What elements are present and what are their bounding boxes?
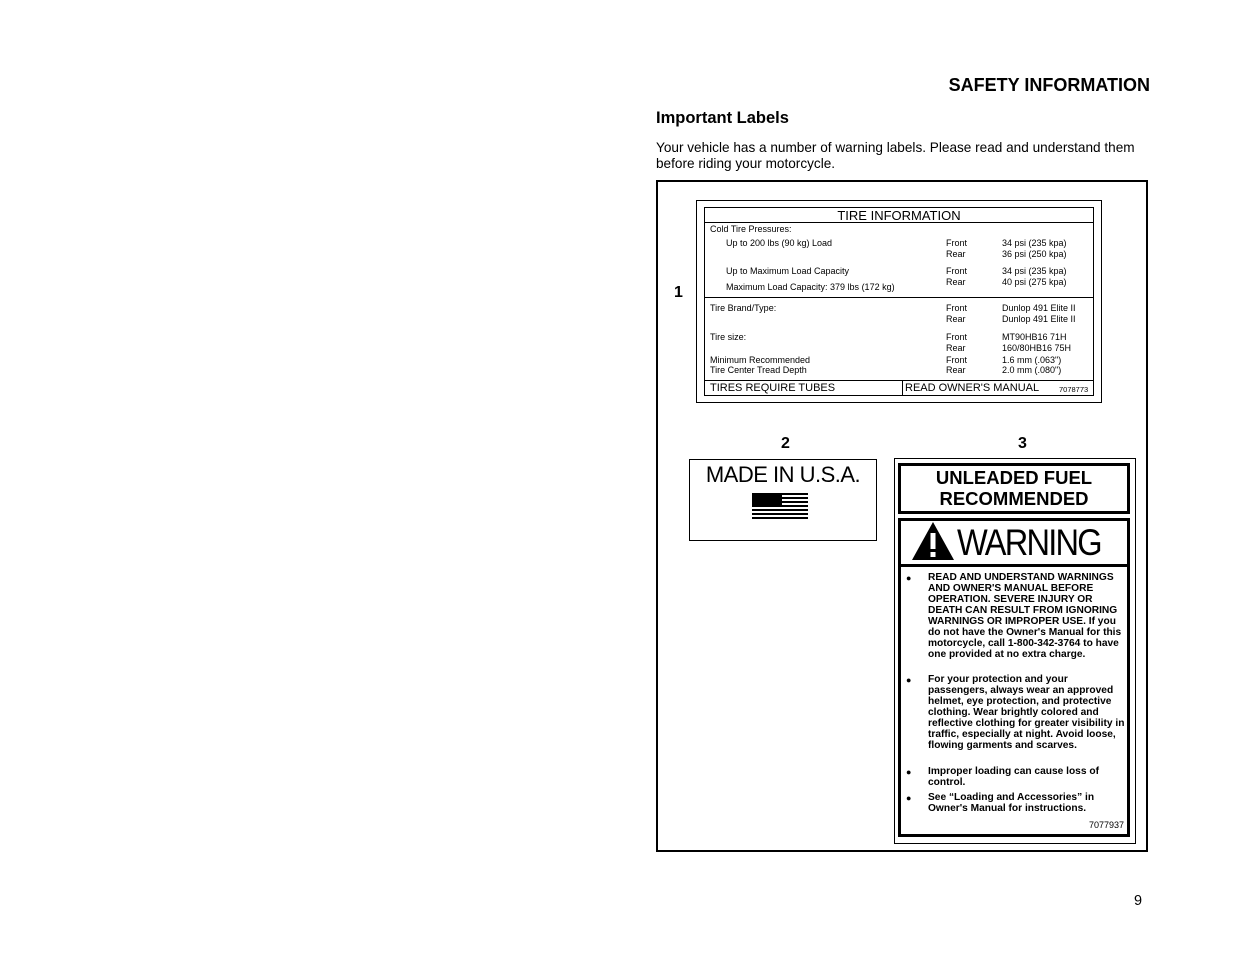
tread-label-2: Tire Center Tread Depth (710, 365, 807, 375)
tread-front-value: 1.6 mm (.063") (1002, 355, 1062, 365)
load1-front-value: 34 psi (235 kpa) (1002, 238, 1067, 248)
bullet-icon: ● (906, 793, 912, 803)
load1-rear: Rear (946, 249, 966, 259)
brand-rear-value: Dunlop 491 Elite II (1002, 314, 1076, 324)
warning-part-number: 7077937 (1089, 820, 1125, 830)
bullet-icon: ● (906, 675, 912, 685)
page-number: 9 (1134, 893, 1143, 909)
callout-1: 1 (674, 284, 683, 301)
read-manual-notice: READ OWNER'S MANUAL (905, 382, 1040, 394)
warning-word: WARNING (957, 522, 1101, 563)
size-rear-value: 160/80HB16 75H (1002, 343, 1072, 353)
divider (704, 222, 1094, 223)
warning-item-2: For your protection and your passengers, always wear an approved helmet, eye protection, and protective clothing. Wear brightly colored and reflective clothing for greater visibility in traffic, especially at night. Avoid loose, flowing garments and scarves. (928, 674, 1125, 751)
fuel-line-2: RECOMMENDED (939, 488, 1089, 509)
max-load-label: Maximum Load Capacity: 379 lbs (172 kg) (726, 282, 895, 292)
size-rear: Rear (946, 343, 966, 353)
load2-front-value: 34 psi (235 kpa) (1002, 266, 1067, 276)
fuel-line-1: UNLEADED FUEL (935, 467, 1093, 488)
load1-front: Front (946, 238, 968, 248)
tubes-notice: TIRES REQUIRE TUBES (710, 382, 836, 394)
intro-paragraph: Your vehicle has a number of warning labels. Please read and understand them before riding your motorcycle. (656, 140, 1135, 171)
us-flag-icon (752, 493, 808, 521)
load1-label: Up to 200 lbs (90 kg) Load (726, 238, 833, 248)
load1-rear-value: 36 psi (250 kpa) (1002, 249, 1067, 259)
brand-label: Tire Brand/Type: (710, 303, 777, 313)
made-in-usa-text: MADE IN U.S.A. (705, 462, 861, 487)
divider (902, 380, 903, 395)
divider (704, 380, 1094, 381)
divider (704, 297, 1094, 298)
tire-label-title: TIRE INFORMATION (837, 208, 961, 223)
size-front: Front (946, 332, 968, 342)
load2-front: Front (946, 266, 968, 276)
warning-item-1: READ AND UNDERSTAND WARNINGS AND OWNER'S MANUAL BEFORE OPERATION. SEVERE INJURY OR DEATH CAN RESULT FROM IGNORING WARNINGS OR IMPROPER USE. If you do not have the Owner's Manual for this motorcycle, call 1-800-342-3764 to have one provided at no extra charge. (928, 572, 1122, 660)
warning-item-3: Improper loading can cause loss of control. (928, 766, 1099, 788)
tread-front: Front (946, 355, 968, 365)
brand-rear: Rear (946, 314, 966, 324)
fuel-notice (898, 463, 1130, 514)
bullet-icon: ● (906, 573, 912, 583)
bullet-icon: ● (906, 767, 912, 777)
size-label: Tire size: (710, 332, 747, 342)
section-title: SAFETY INFORMATION (948, 75, 1150, 95)
callout-2: 2 (781, 435, 790, 452)
callout-3: 3 (1018, 435, 1027, 452)
brand-front: Front (946, 303, 968, 313)
load2-label: Up to Maximum Load Capacity (726, 266, 850, 276)
size-front-value: MT90HB16 71H (1002, 332, 1067, 342)
tread-rear: Rear (946, 365, 966, 375)
sub-title: Important Labels (656, 109, 789, 127)
brand-front-value: Dunlop 491 Elite II (1002, 303, 1076, 313)
load2-rear-value: 40 psi (275 kpa) (1002, 277, 1067, 287)
tread-rear-value: 2.0 mm (.080") (1002, 365, 1062, 375)
cold-pressures-label: Cold Tire Pressures: (710, 224, 792, 234)
warning-triangle-icon (911, 521, 955, 561)
load2-rear: Rear (946, 277, 966, 287)
tire-part-number: 7078773 (1059, 385, 1089, 394)
warning-item-4: See “Loading and Accessories” in Owner's Manual for instructions. (928, 792, 1095, 814)
tread-label-1: Minimum Recommended (710, 355, 811, 365)
